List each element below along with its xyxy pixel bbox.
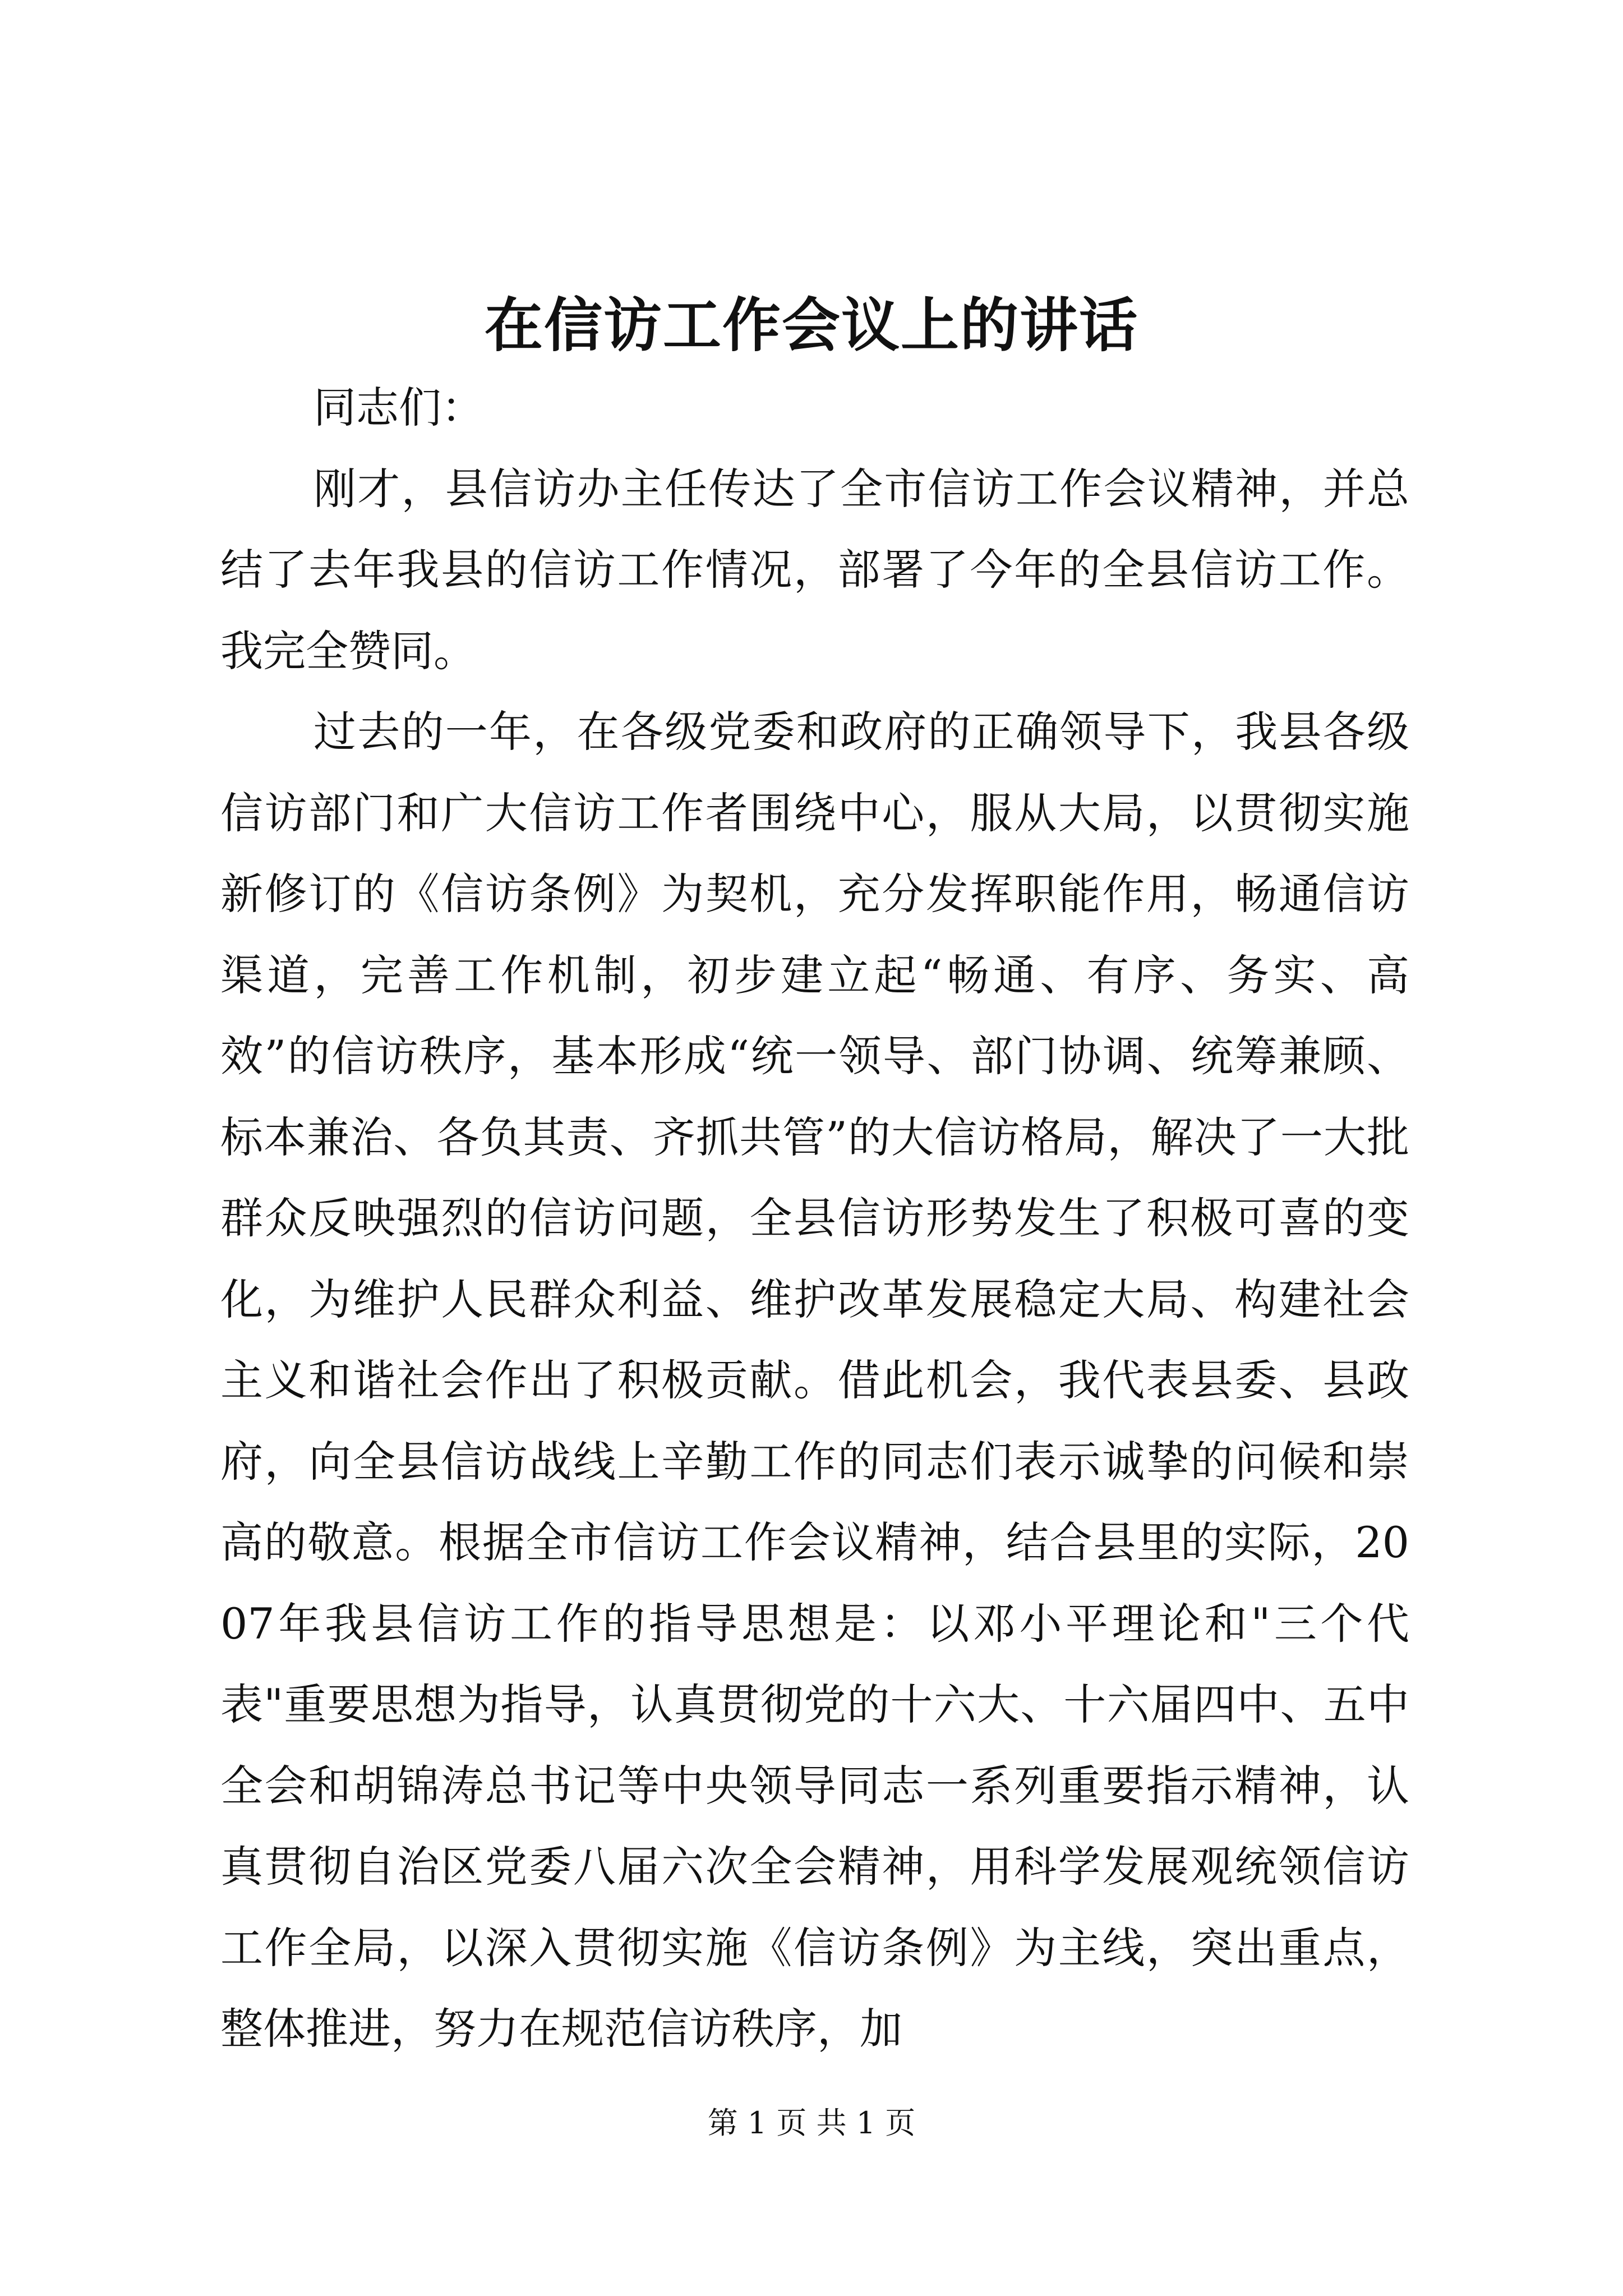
paragraph-1: 刚才，县信访办主任传达了全市信访工作会议精神，并总结了去年我县的信访工作情况，部署了今年的全县信访工作。我完全赞同。 bbox=[220, 463, 1409, 676]
document-title: 在信访工作会议上的讲话 bbox=[484, 291, 1138, 360]
greeting: 同志们： bbox=[313, 383, 484, 432]
document-body bbox=[220, 367, 1409, 2070]
page-footer: 第 1 页 共 1 页 bbox=[707, 2105, 916, 2141]
paragraph-2: 过去的一年，在各级党委和政府的正确领导下，我县各级信访部门和广大信访工作者围绕中心，服从大局，以贯彻实施新修订的《信访条例》为契机，充分发挥职能作用，畅通信访渠道，完善工作机制，初步建立起“畅通、有序、务实、高效”的信访秩序，基本形成“统一领导、部门协调、统筹兼顾、标本兼治、各负其责、齐抓共管”的大信访格局，解决了一大批群众反映强烈的信访问题，全县信访形势发生了积极可喜的变化，为维护人民群众利益、维护改革发展稳定大局、构建社会主义和谐社会作出了积极贡献。借此机会，我代表县委、县政府，向全县信访战线上辛勤工作的同志们表示诚挚的问候和崇高的敬意。根据全市信访工作会议精神，结合县里的实际，2007年我县信访工作的指导思想是：以邓小平理论和"三个代表"重要思想为指导，认真贯彻党的十六大、十六届四中、五中全会和胡锦涛总书记等中央领导同志一系列重要指示精神，认真贯彻自治区党委八届六次全会精神，用科学发展观统领信访工作全局，以深入贯彻实施《信访条例》为主线，突出重点，整体推进，努力在规范信访秩序，加 bbox=[220, 707, 1409, 2054]
